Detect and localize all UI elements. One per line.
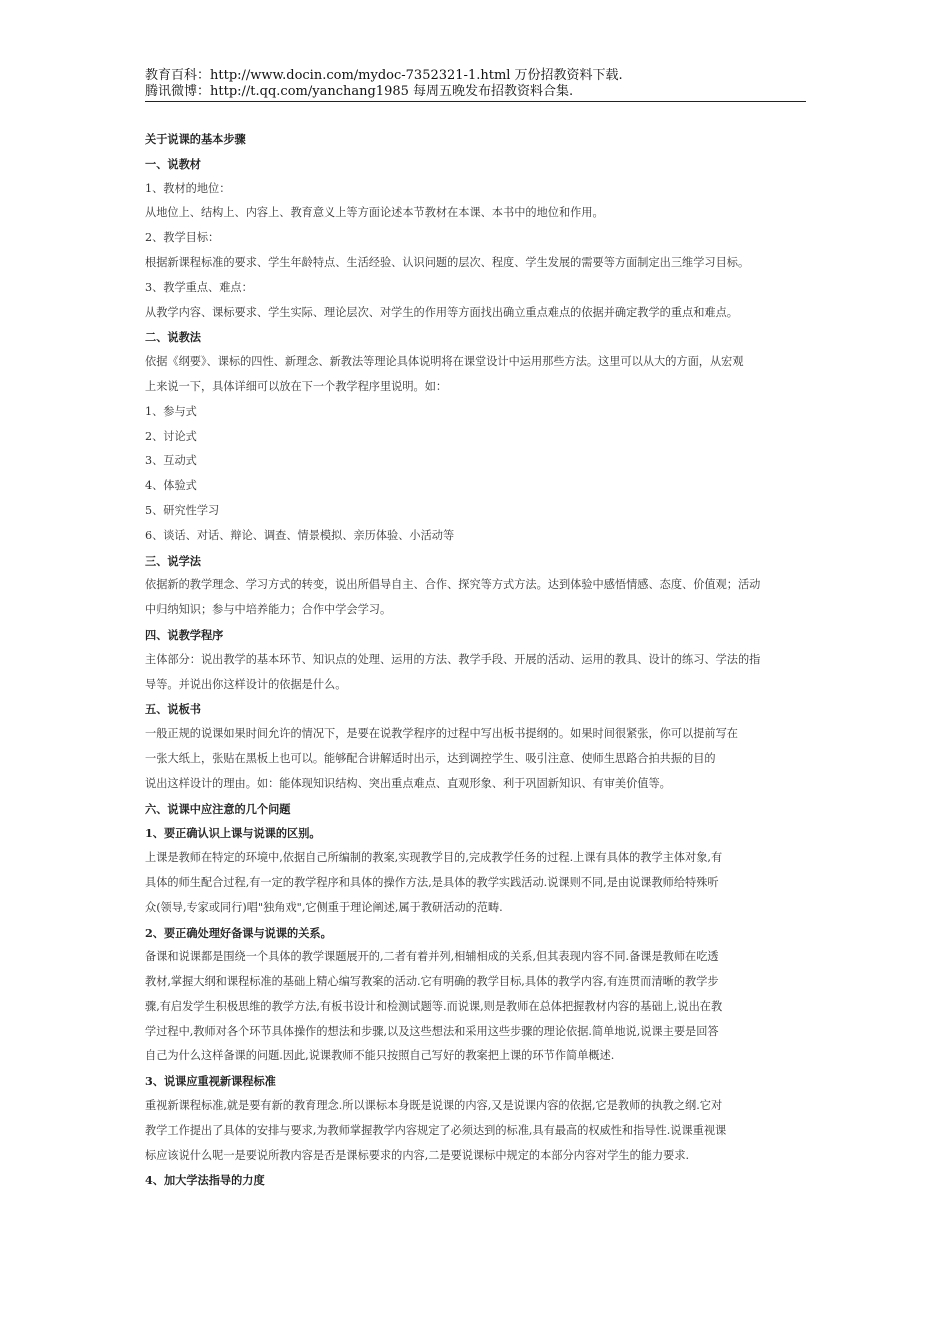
list-item: 3、互动式 xyxy=(145,454,197,468)
item-text: 从教学内容、课标要求、学生实际、理论层次、对学生的作用等方面找出确立重点难点的依据并确定教学的重点和难点。 xyxy=(145,305,738,319)
paragraph-line: 中归纳知识；参与中培养能力；合作中学会学习。 xyxy=(145,603,392,617)
paragraph-line: 自己为什么这样备课的问题.因此,说课教师不能只按照自己写好的教案把上课的环节作简单概述. xyxy=(145,1049,615,1063)
item-text: 根据新课程标准的要求、学生年龄特点、生活经验、认识问题的层次、程度、学生发展的需要等方面制定出三维学习目标。 xyxy=(145,255,750,269)
header-line-2: 腾讯微博：http://t.qq.com/yanchang1985 每周五晚发布招教资料合集. xyxy=(145,84,574,99)
paragraph-line: 标应该说什么呢一是要说所教内容是否是课标要求的内容,二是要说课标中规定的本部分内容对学生的能力要求. xyxy=(145,1148,690,1162)
paragraph-line: 骤,有启发学生积极思维的教学方法,有板书设计和检测试题等.而说课,则是教师在总体把握教材内容的基础上,说出在教 xyxy=(145,999,723,1013)
paragraph-line: 依据《纲要》、课标的四性、新理念、新教法等理论具体说明将在课堂设计中运用那些方法。这里可以从大的方面，从宏观 xyxy=(145,355,744,369)
paragraph-line: 上课是教师在特定的环境中,依据自己所编制的教案,实现教学目的,完成教学任务的过程.上课有具体的教学主体对象,有 xyxy=(145,851,723,865)
section-heading-1: 一、说教材 xyxy=(145,156,201,171)
paragraph-line: 备课和说课都是围绕一个具体的教学课题展开的,二者有着并列,相辅相成的关系,但其表现内容不同.备课是教师在吃透 xyxy=(145,950,719,964)
list-item: 5、研究性学习 xyxy=(145,503,220,517)
list-item: 4、体验式 xyxy=(145,479,197,493)
paragraph-line: 具体的师生配合过程,有一定的教学程序和具体的操作方法,是具体的教学实践活动.说课则不同,是由说课教师给特殊听 xyxy=(145,875,719,889)
subsection-heading: 4、加大学法指导的力度 xyxy=(145,1173,265,1188)
header-divider xyxy=(145,101,806,102)
item-label: 2、教学目标： xyxy=(145,231,220,245)
subsection-heading: 2、要正确处理好备课与说课的关系。 xyxy=(145,925,332,940)
item-label: 1、教材的地位： xyxy=(145,181,231,195)
paragraph-line: 重视新课程标准,就是要有新的教育理念.所以课标本身既是说课的内容,又是说课内容的依据,它是教师的执教之纲.它对 xyxy=(145,1099,723,1113)
subsection-heading: 3、说课应重视新课程标准 xyxy=(145,1074,276,1089)
page-header xyxy=(145,68,805,100)
section-heading-4: 四、说教学程序 xyxy=(145,627,224,642)
section-heading-6: 六、说课中应注意的几个问题 xyxy=(145,801,291,816)
paragraph-line: 主体部分：说出教学的基本环节、知识点的处理、运用的方法、教学手段、开展的活动、运用的教具、设计的练习、学法的指 xyxy=(145,652,761,666)
paragraph-line: 一般正规的说课如果时间允许的情况下，是要在说教学程序的过程中写出板书提纲的。如果时间很紧张，你可以提前写在 xyxy=(145,727,738,741)
paragraph-line: 说出这样设计的理由。如：能体现知识结构、突出重点难点、直观形象、利于巩固新知识、有审美价值等。 xyxy=(145,776,671,790)
paragraph-line: 依据新的教学理念、学习方式的转变，说出所倡导自主、合作、探究等方式方法。达到体验中感悟情感、态度、价值观；活动 xyxy=(145,578,761,592)
subsection-heading: 1、要正确认识上课与说课的区别。 xyxy=(145,826,321,841)
section-heading-2: 二、说教法 xyxy=(145,330,201,345)
header-line-1: 教育百科：http://www.docin.com/mydoc-7352321-1.html 万份招教资料下载. xyxy=(145,68,623,83)
section-heading-3: 三、说学法 xyxy=(145,553,201,568)
paragraph-line: 一张大纸上，张贴在黑板上也可以。能够配合讲解适时出示，达到调控学生、吸引注意、使师生思路合拍共振的目的 xyxy=(145,751,716,765)
list-item: 1、参与式 xyxy=(145,404,197,418)
item-label: 3、教学重点、难点： xyxy=(145,280,253,294)
paragraph-line: 上来说一下，具体详细可以放在下一个教学程序里说明。如： xyxy=(145,379,448,393)
section-heading-5: 五、说板书 xyxy=(145,702,201,717)
paragraph-line: 教材,掌握大纲和课程标准的基础上精心编写教案的活动.它有明确的教学目标,具体的教学内容,有连贯而清晰的教学步 xyxy=(145,975,719,989)
item-text: 从地位上、结构上、内容上、教育意义上等方面论述本节教材在本课、本书中的地位和作用。 xyxy=(145,206,604,220)
document-title: 关于说课的基本步骤 xyxy=(145,132,246,146)
paragraph-line: 众(领导,专家或同行)唱"独角戏",它侧重于理论阐述,属于教研活动的范畴. xyxy=(145,900,503,914)
paragraph-line: 教学工作提出了具体的安排与要求,为教师掌握教学内容规定了必须达到的标准,具有最高的权威性和指导性.说课重视课 xyxy=(145,1123,727,1137)
list-item: 2、讨论式 xyxy=(145,429,197,443)
list-item: 6、谈话、对话、辩论、调查、情景模拟、亲历体验、小活动等 xyxy=(145,528,455,542)
document-body xyxy=(145,127,808,1193)
paragraph-line: 导等。并说出你这样设计的依据是什么。 xyxy=(145,677,347,691)
paragraph-line: 学过程中,教师对各个环节具体操作的想法和步骤,以及这些想法和采用这些步骤的理论依据.简单地说,说课主要是回答 xyxy=(145,1024,719,1038)
